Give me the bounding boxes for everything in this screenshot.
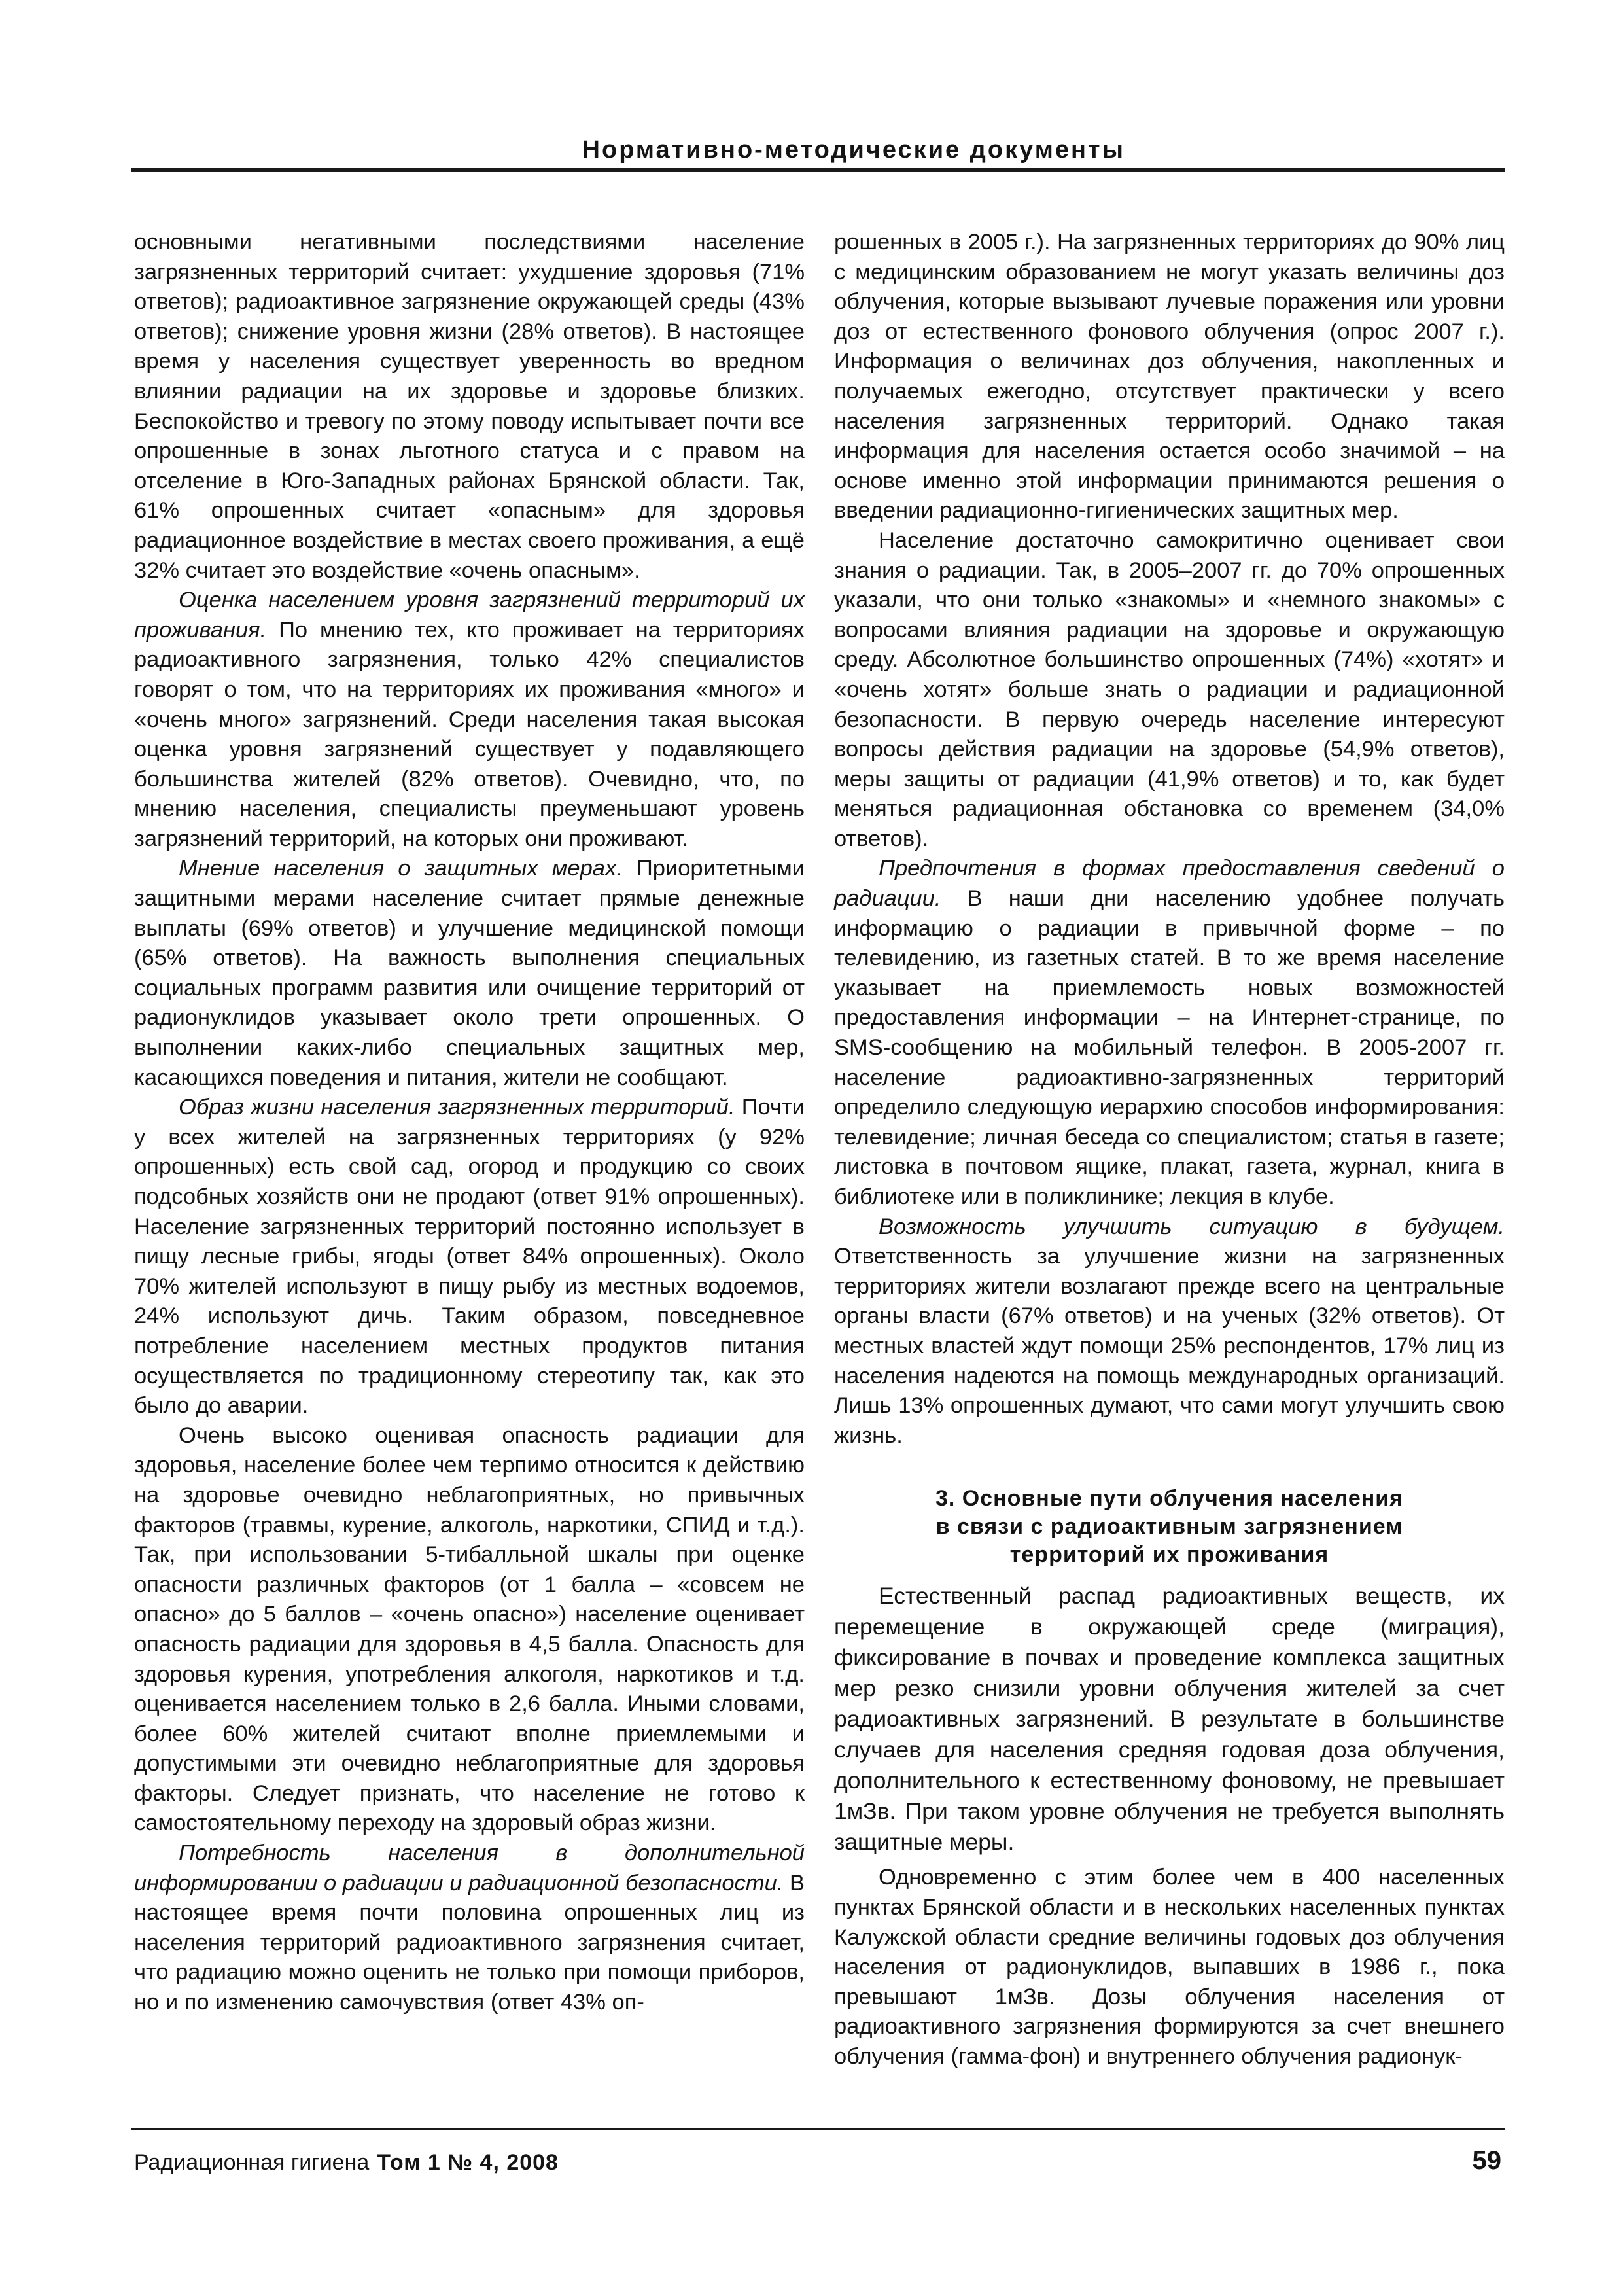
paragraph-lead: Образ жизни населения загрязненных территорий. bbox=[179, 1095, 735, 1120]
paragraph-text: По мнению тех, кто проживает на территориях радиоактивного загрязнения, только 42% специалистов говорят о том, что на территориях их проживания «много» и «очень много» загрязнений. Среди населения такая высокая оценка уровня загрязнений существует у подавляющего большинства жителей (82% ответов). Очевидно, что, по мнению населения, специалисты преуменьшают уровень загрязнений территорий, на которых они проживают. bbox=[134, 617, 805, 851]
left-column bbox=[134, 228, 805, 2018]
paragraph-text: В настоящее время почти половина опрошенных лиц из населения территорий радиоактивного загрязнения считает, что радиацию можно оценить не только при помощи приборов, но и по изменению самочувствия (ответ 43% оп- bbox=[134, 1870, 805, 2015]
section-heading bbox=[834, 1485, 1505, 1569]
page-number: 59 bbox=[1472, 2146, 1501, 2175]
paragraph bbox=[134, 1839, 805, 2018]
paragraph-lead: Мнение населения о защитных мерах. bbox=[179, 856, 623, 881]
section-heading-line: 3. Основные пути облучения населения bbox=[935, 1486, 1404, 1511]
paragraph bbox=[134, 586, 805, 854]
paragraph bbox=[134, 1093, 805, 1421]
journal-volume: Том 1 № 4, 2008 bbox=[377, 2150, 559, 2175]
paragraph bbox=[134, 228, 805, 586]
paragraph-text: Население достаточно самокритично оценивает свои знания о радиации. Так, в 2005–2007 гг. до 70% опрошенных указали, что они только «знакомы» и «немного знакомы» с вопросами влияния радиации на здоровье и окружающую среду. Абсолютное большинство опрошенных (74%) «хотят» и «очень хотят» больше знать о радиации и радиационной безопасности. В первую очередь население интересуют вопросы действия радиации на здоровье (54,9% ответов), меры защиты от радиации (41,9% ответов) и то, как будет меняться радиационная обстановка со временем (34,0% ответов). bbox=[834, 527, 1505, 851]
section-heading-line: в связи с радиоактивным загрязнением bbox=[935, 1514, 1403, 1540]
paragraph-lead: Потребность населения в дополнительной информировании о радиации и радиационной безопасности. bbox=[134, 1841, 805, 1896]
paragraph-text: Приоритетными защитными мерами население считает прямые денежные выплаты (69% ответов) и улучшение медицинской помощи (65% ответов). На важность выполнения специальных социальных программ развития или очищение территорий от радионуклидов указывает около трети опрошенных. О выполнении каких-либо специальных защитных мер, касающихся поведения и питания, жители не сообщают. bbox=[134, 856, 805, 1090]
right-column bbox=[834, 228, 1505, 2072]
paragraph-text: основными негативными последствиями население загрязненных территорий считает: ухудшение здоровья (71% ответов); радиоактивное загрязнение окружающей среды (43% ответов); снижение уровня жизни (28% ответов). В настоящее время у населения существует уверенность во вредном влиянии радиации на их здоровье и здоровье близких. Беспокойство и тревогу по этому поводу испытывает почти все опрошенные в зонах льготного статуса и с правом на отселение в Юго-Западных районах Брянской области. Так, 61% опрошенных считает «опасным» для здоровья радиационное воздействие в местах своего проживания, а ещё 32% считает это воздействие «очень опасным». bbox=[134, 230, 805, 583]
footer-journal bbox=[134, 2148, 559, 2177]
footer-rule bbox=[131, 2128, 1505, 2130]
paragraph-lead: Предпочтения в формах предоставления сведений о радиации. bbox=[834, 856, 1505, 911]
paragraph bbox=[834, 1212, 1505, 1451]
paragraph bbox=[134, 854, 805, 1093]
running-header bbox=[131, 134, 1505, 172]
paragraph-text: Почти у всех жителей на загрязненных территориях (у 92% опрошенных) есть свой сад, огород и продукцию со своих подсобных хозяйств они не продают (ответ 91% опрошенных). Население загрязненных территорий постоянно использует в пищу лесные грибы, ягоды (ответ 84% опрошенных). Около 70% жителей используют в пищу рыбу из местных водоемов, 24% используют дичь. Таким образом, повседневное потребление населением местных продуктов питания осуществляется по традиционному стереотипу так, как это было до аварии. bbox=[134, 1095, 805, 1419]
paragraph-text: рошенных в 2005 г.). На загрязненных территориях до 90% лиц с медицинским образованием не могут указать величины доз облучения, которые вызывают лучевые поражения или уровни доз от естественного фонового облучения (опрос 2007 г.). Информация о величинах доз облучения, накопленных и получаемых ежегодно, отсутствует практически у всего населения загрязненных территорий. Однако такая информация для населения остается особо значимой – на основе именно этой информации принимаются решения о введении радиационно-гигиенических защитных мер. bbox=[834, 230, 1505, 523]
running-header-title: Нормативно-методические документы bbox=[582, 136, 1125, 164]
paragraph-text: В наши дни населению удобнее получать информацию о радиации в привычной форме – по телевидению, из газетных статей. В то же время население указывает на приемлемость новых возможностей предоставления информации – на Интернет-странице, по SMS-сообщению на мобильный телефон. В 2005-2007 гг. население радиоактивно-загрязненных территорий определило следующую иерархию способов информирования: телевидение; личная беседа со специалистом; статья в газете; листовка в почтовом ящике, плакат, газета, журнал, книга в библиотеке или в поликлинике; лекция в клубе. bbox=[834, 886, 1505, 1209]
section-paragraph: Естественный распад радиоактивных веществ, их перемещение в окружающей среде (миграция), фиксирование в почвах и проведение комплекса защитных мер резко снизили уровни облучения жителей за счет радиоактивных загрязнений. В результате в большинстве случаев для населения средняя годовая доза облучения, дополнительного к естественному фоновому, не превышает 1мЗв. При таком уровне облучения не требуется выполнять защитные меры. bbox=[834, 1583, 1505, 1856]
paragraph-text: Ответственность за улучшение жизни на загрязненных территориях жители возлагают прежде всего на центральные органы власти (67% ответов) и на ученых (32% ответов). От местных властей ждут помощи 25% респондентов, 17% лиц из населения надеются на помощь международных организаций. Лишь 13% опрошенных думают, что сами могут улучшить свою жизнь. bbox=[834, 1244, 1505, 1448]
paragraph-lead: Возможность улучшить ситуацию в будущем. bbox=[879, 1214, 1505, 1239]
section-heading-line: территорий их проживания bbox=[1009, 1542, 1329, 1568]
paragraph bbox=[134, 1421, 805, 1839]
journal-name: Радиационная гигиена bbox=[134, 2150, 370, 2175]
section-paragraph: Одновременно с этим более чем в 400 населенных пунктах Брянской области и в нескольких населенных пунктах Калужской области средние величины годовых доз облучения населения от радионуклидов, выпавших в 1986 г., пока превышают 1мЗв. Дозы облучения населения от радиоактивного загрязнения формируются за счет внешнего облучения (гамма-фон) и внутреннего облучения радионук- bbox=[834, 1865, 1505, 2069]
paragraph-lead: Оценка населением уровня загрязнений территорий их проживания. bbox=[134, 588, 805, 643]
paragraph bbox=[834, 228, 1505, 526]
paragraph-text: Очень высоко оценивая опасность радиации для здоровья, население более чем терпимо относится к действию на здоровье очевидно неблагоприятных, но привычных факторов (травмы, курение, алкоголь, наркотики, СПИД и т.д.). Так, при использовании 5-тибалльной шкалы при оценке опасности различных факторов (от 1 балла – «совсем не опасно» до 5 баллов – «очень опасно») население оценивает опасность радиации для здоровья в 4,5 балла. Опасность для здоровья курения, употребления алкоголя, наркотиков и т.д. оценивается населением только в 2,6 балла. Иными словами, более 60% жителей считают вполне приемлемыми и допустимыми эти очевидно неблагоприятные для здоровья факторы. Следует признать, что население не готово к самостоятельному переходу на здоровый образ жизни. bbox=[134, 1422, 805, 1836]
paragraph bbox=[834, 526, 1505, 855]
paragraph bbox=[834, 854, 1505, 1212]
